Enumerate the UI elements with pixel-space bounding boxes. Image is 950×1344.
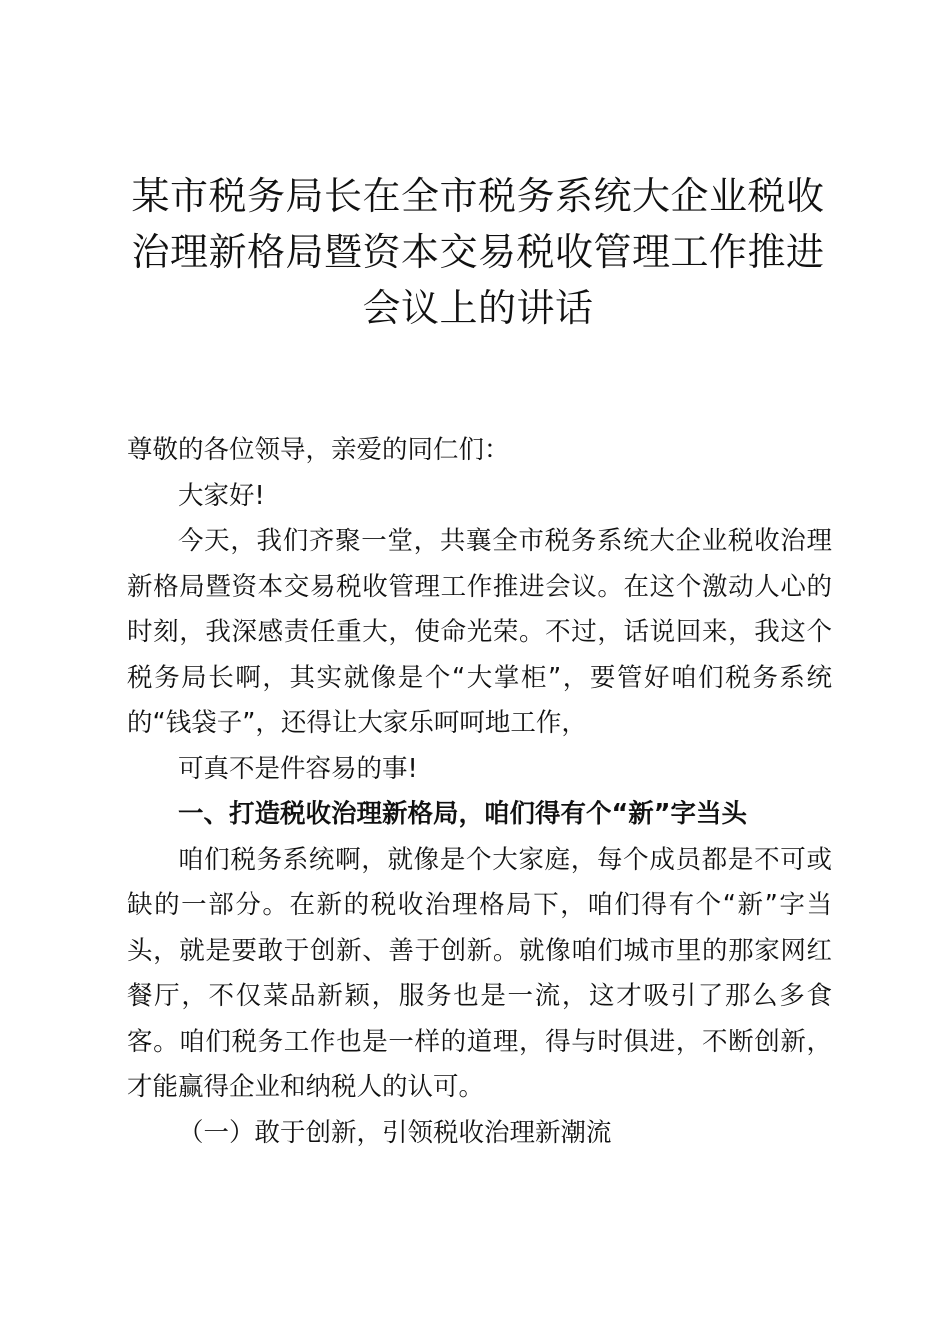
- section-heading-1: 一、打造税收治理新格局，咱们得有个“新”字当头: [178, 799, 748, 829]
- greeting-paragraph: 大家好!: [178, 480, 265, 511]
- document-body: [127, 428, 832, 1156]
- section-1-paragraph: 咱们税务系统啊，就像是个大家庭，每个成员都是不可或缺的一部分。在新的税收治理格局下，咱们得有个“新”字当头，就是要敢于创新、善于创新。就像咱们城市里的那家网红餐厅，不仅菜品新颖，服务也是一流，这才吸引了那么多食客。咱们税务工作也是一样的道理，得与时俱进，不断创新，才能赢得企业和纳税人的认可。: [127, 844, 832, 1102]
- opening-paragraph-continued: 可真不是件容易的事!: [178, 753, 418, 784]
- salutation: 尊敬的各位领导，亲爱的同仁们：: [127, 435, 510, 465]
- document-title: 某市税务局长在全市税务系统大企业税收治理新格局暨资本交易税收管理工作推进会议上的讲话: [131, 174, 825, 330]
- opening-paragraph: 今天，我们齐聚一堂，共襄全市税务系统大企业税收治理新格局暨资本交易税收管理工作推进会议。在这个激动人心的时刻，我深感责任重大，使命光荣。不过，话说回来，我这个税务局长啊，其实就像是个“大掌柜”，要管好咱们税务系统的“钱袋子”，还得让大家乐呵呵地工作，: [127, 526, 832, 738]
- subsection-heading-1-1: （一）敢于创新，引领税收治理新潮流: [178, 1117, 612, 1148]
